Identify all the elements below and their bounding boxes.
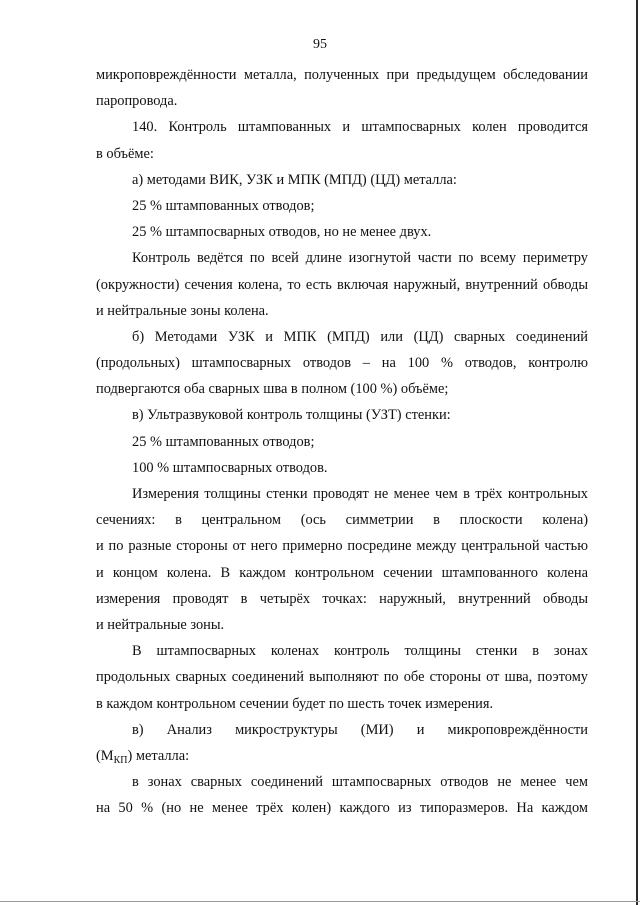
text-line: подвергаются оба сварных шва в полном (100 %) объёме; [96,381,449,398]
text-line: В штампосварных коленах контроль толщины стенки в зонах [132,643,588,660]
text-line: и нейтральные зоны колена. [96,302,269,319]
text-line: (окружности) сечения колена, то есть включая наружный, внутренний обводы [96,276,588,293]
text-line: микроповреждённости металла, полученных при предыдущем обследовании [96,67,588,83]
text-span: (М [96,747,114,764]
text-line: и нейтральные зоны. [96,616,225,633]
text-line: на 50 % (но не менее трёх колен) каждого из типоразмеров. На каждом [96,800,588,817]
text-line: в зонах сварных соединений штампосварных отводов не менее чем [132,774,588,791]
text-line: паропровода. [96,93,178,110]
page-number: 95 [313,37,327,52]
text-span: ) металла: [127,747,190,764]
text-line: 25 % штампованных отводов; [132,433,315,450]
text-line: а) методами ВИК, УЗК и МПК (МПД) (ЦД) металла: [132,171,457,188]
text-line: Измерения толщины стенки проводят не менее чем в трёх контрольных [132,486,588,502]
text-line: 100 % штампосварных отводов. [132,459,328,476]
text-line: Контроль ведётся по всей длине изогнутой части по всему периметру [132,250,588,267]
body-text [96,62,588,821]
text-line: (продольных) штампосварных отводов – на 100 % отводов, контролю [96,355,588,372]
text-line: б) Методами УЗК и МПК (МПД) или (ЦД) сварных соединений [132,328,588,345]
text-line: сечениях: в центральном (ось симметрии в плоскости колена) [96,512,588,529]
subscript: КП [113,754,128,766]
text-line: 25 % штампованных отводов; [132,197,315,214]
text-line: 25 % штампосварных отводов, но не менее двух. [132,224,432,241]
text-line: и по разные стороны от него примерно посредине между центральной частью [96,538,588,555]
scan-edge-right [636,0,638,905]
text-line: в) Ультразвуковой контроль толщины (УЗТ) стенки: [132,407,451,424]
text-line: и концом колена. В каждом контрольном сечении штампованного колена [96,564,588,581]
text-line: измерения проводят в четырёх точках: наружный, внутренний обводы [96,590,588,607]
text-line [96,743,588,769]
text-line: 140. Контроль штампованных и штампосварных колен проводится [132,119,588,136]
text-line: в объёме: [96,145,154,162]
text-line: в) Анализ микроструктуры (МИ) и микроповреждённости [132,721,588,738]
text-line: продольных сварных соединений выполняют по обе стороны от шва, поэтому [96,669,588,686]
scan-edge-bottom [0,901,640,902]
text-line: в каждом контрольном сечении будет по шесть точек измерения. [96,695,494,712]
